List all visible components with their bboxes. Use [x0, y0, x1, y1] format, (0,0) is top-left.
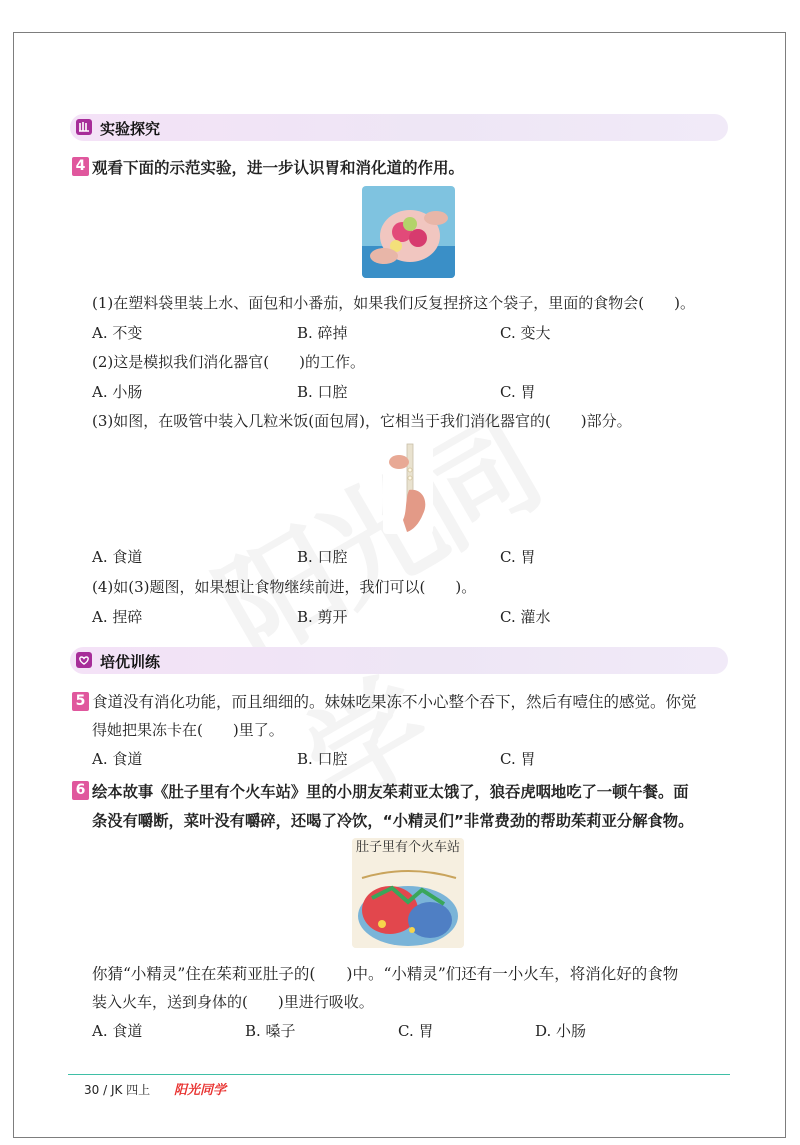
- section-header-training: [70, 647, 728, 674]
- q4-2-option-c[interactable]: C. 胃: [500, 383, 536, 401]
- section-header-experiment: [70, 114, 728, 141]
- question-4-stem: 观看下面的示范实验，进一步认识胃和消化道的作用。: [92, 159, 465, 177]
- question-6-line-2: 条没有嚼断，菜叶没有嚼碎，还喝了冷饮，“小精灵们”非常费劲的帮助茱莉亚分解食物。: [92, 812, 694, 830]
- q4-3-option-a[interactable]: A. 食道: [92, 548, 143, 566]
- q4-1-option-c[interactable]: C. 变大: [500, 324, 551, 342]
- question-4-part-4: (4)如(3)题图，如果想让食物继续前进，我们可以( )。: [92, 578, 477, 596]
- section-title: 实验探究: [100, 120, 161, 138]
- q6-option-a[interactable]: A. 食道: [92, 1022, 143, 1040]
- question-number-6: 6: [72, 781, 89, 800]
- question-4-part-3: (3)如图，在吸管中装入几粒米饭(面包屑)，它相当于我们消化器官的( )部分。: [92, 412, 632, 430]
- question-5-line-1: 食道没有消化功能，而且细细的。妹妹吃果冻不小心整个吞下，然后有噎住的感觉。你觉: [92, 693, 697, 711]
- q4-2-option-b[interactable]: B. 口腔: [297, 383, 348, 401]
- q4-2-option-a[interactable]: A. 小肠: [92, 383, 143, 401]
- section-title: 培优训练: [100, 653, 161, 671]
- q4-3-option-c[interactable]: C. 胃: [500, 548, 536, 566]
- heart-shield-icon: [76, 652, 92, 668]
- question-5-line-2: 得她把果冻卡在( )里了。: [92, 721, 284, 739]
- q4-4-option-a[interactable]: A. 捏碎: [92, 608, 143, 626]
- q5-option-c[interactable]: C. 胃: [500, 750, 536, 768]
- q4-4-option-c[interactable]: C. 灌水: [500, 608, 551, 626]
- q4-1-option-a[interactable]: A. 不变: [92, 324, 143, 342]
- experiment-icon: [76, 119, 92, 135]
- question-number-4: 4: [72, 157, 89, 176]
- question-6-line-4: 装入火车，送到身体的( )里进行吸收。: [92, 993, 374, 1011]
- book-cover-image: [352, 838, 464, 948]
- footer-divider: [68, 1074, 730, 1075]
- q6-option-c[interactable]: C. 胃: [398, 1022, 434, 1040]
- q6-option-b[interactable]: B. 嗓子: [245, 1022, 296, 1040]
- book-title: 肚子里有个火车站: [356, 840, 461, 855]
- straw-hand-photo: [383, 440, 433, 534]
- question-6-line-1: 绘本故事《肚子里有个火车站》里的小朋友茱莉亚太饿了，狼吞虎咽地吃了一顿午餐。面: [92, 783, 689, 801]
- q5-option-b[interactable]: B. 口腔: [297, 750, 348, 768]
- question-6-line-3: 你猜“小精灵”住在茱莉亚肚子的( )中。“小精灵”们还有一小火车，将消化好的食物: [92, 965, 679, 983]
- q6-option-d[interactable]: D. 小肠: [535, 1022, 587, 1040]
- q4-3-option-b[interactable]: B. 口腔: [297, 548, 348, 566]
- page-number: 30 / JK 四上: [84, 1083, 151, 1097]
- brand-logo: 阳光同学: [174, 1083, 227, 1098]
- bag-squeeze-photo: [362, 186, 455, 278]
- q5-option-a[interactable]: A. 食道: [92, 750, 143, 768]
- question-4-part-2: (2)这是模拟我们消化器官( )的工作。: [92, 353, 365, 371]
- question-number-5: 5: [72, 692, 89, 711]
- question-4-part-1: (1)在塑料袋里装上水、面包和小番茄，如果我们反复捏挤这个袋子，里面的食物会( )。: [92, 294, 695, 312]
- q4-1-option-b[interactable]: B. 碎掉: [297, 324, 348, 342]
- q4-4-option-b[interactable]: B. 剪开: [297, 608, 348, 626]
